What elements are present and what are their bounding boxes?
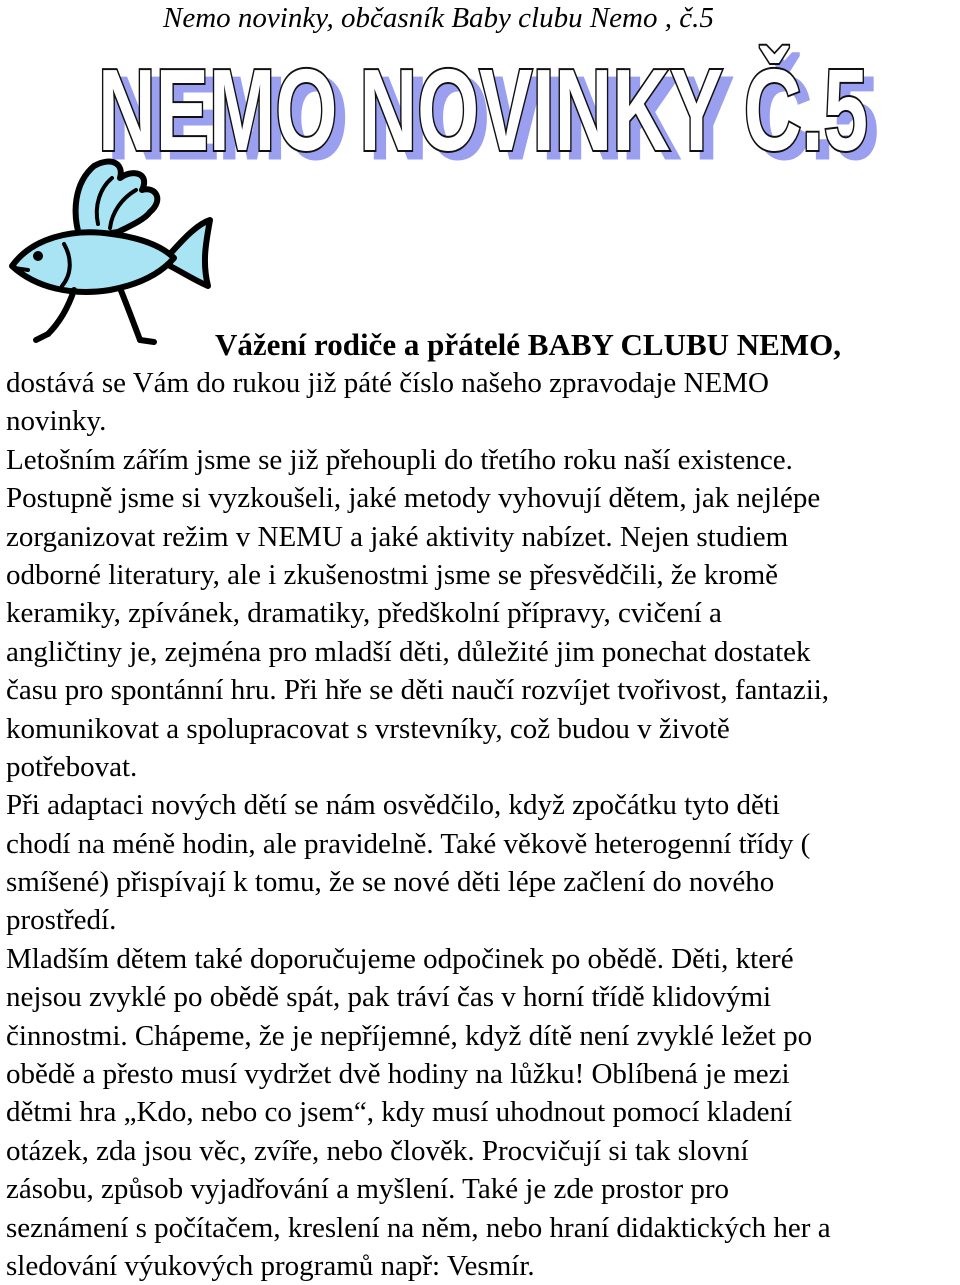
article-line: novinky. [6, 405, 107, 438]
article-line: smíšené) přispívají k tomu, že se nové děti lépe začlení do nového [6, 866, 775, 899]
article-line: dětmi hra „Kdo, nebo co jsem“, kdy musí uhodnout pomocí kladení [6, 1096, 793, 1129]
article-line: Postupně jsme si vyzkoušeli, jaké metody vyhovují dětem, jak nejlépe [6, 482, 821, 515]
article-line: nejsou zvyklé po obědě spát, pak tráví čas v horní třídě klidovými [6, 981, 772, 1014]
fish-icon [2, 158, 216, 350]
article-line: Letošním zářím jsme se již přehoupli do třetího roku naší existence. [6, 443, 793, 476]
article-line: keramiky, zpívánek, dramatiky, předškolní přípravy, cvičení a [6, 597, 722, 630]
article-line: obědě a přesto musí vydržet dvě hodiny na lůžku! Oblíbená je mezi [6, 1058, 790, 1091]
article-line: prostředí. [6, 904, 117, 937]
article-line: času pro spontánní hru. Při hře se děti naučí rozvíjet tvořivost, fantazii, [6, 674, 830, 707]
masthead-shadow: NEMO NOVINKY Č.5 [108, 53, 878, 174]
article-line: Při adaptaci nových dětí se nám osvědčilo, když zpočátku tyto děti [6, 789, 780, 822]
article-line: komunikovat a spolupracovat s vrstevníky, což budou v životě [6, 712, 730, 745]
masthead-text: NEMO NOVINKY Č.5 [98, 45, 868, 174]
greeting-heading: Vážení rodiče a přátelé BABY CLUBU NEMO, [215, 327, 841, 362]
article-line: odborné literatury, ale i zkušenostmi jsme se přesvědčili, že kromě [6, 558, 779, 591]
newsletter-subtitle: Nemo novinky, občasník Baby clubu Nemo , č.5 [163, 2, 714, 34]
article-line: Mladším dětem také doporučujeme odpočinek po obědě. Děti, které [6, 942, 794, 975]
article-line: seznámení s počítačem, kreslení na něm, nebo hraní didaktických her a [6, 1211, 831, 1244]
article-line: chodí na méně hodin, ale pravidelně. Také věkově heterogenní třídy ( [6, 827, 811, 860]
article-line: činnostmi. Chápeme, že je nepříjemné, když dítě není zvyklé ležet po [6, 1019, 813, 1052]
article-line: sledování výukových programů např: Vesmír. [6, 1249, 535, 1282]
article-line: potřebovat. [6, 750, 138, 783]
article-line: otázek, zda jsou věc, zvíře, nebo člověk. Procvičují si tak slovní [6, 1134, 749, 1167]
article-line: angličtiny je, zejména pro mladší děti, důležité jim ponechat dostatek [6, 635, 811, 668]
article-line: zorganizovat režim v NEMU a jaké aktivity nabízet. Nejen studiem [6, 520, 789, 553]
masthead-title [90, 34, 890, 174]
article-line: zásobu, způsob vyjadřování a myšlení. Také je zde prostor pro [6, 1173, 730, 1206]
article-line: dostává se Vám do rukou již páté číslo našeho zpravodaje NEMO [6, 367, 769, 399]
article-body [6, 364, 958, 1285]
